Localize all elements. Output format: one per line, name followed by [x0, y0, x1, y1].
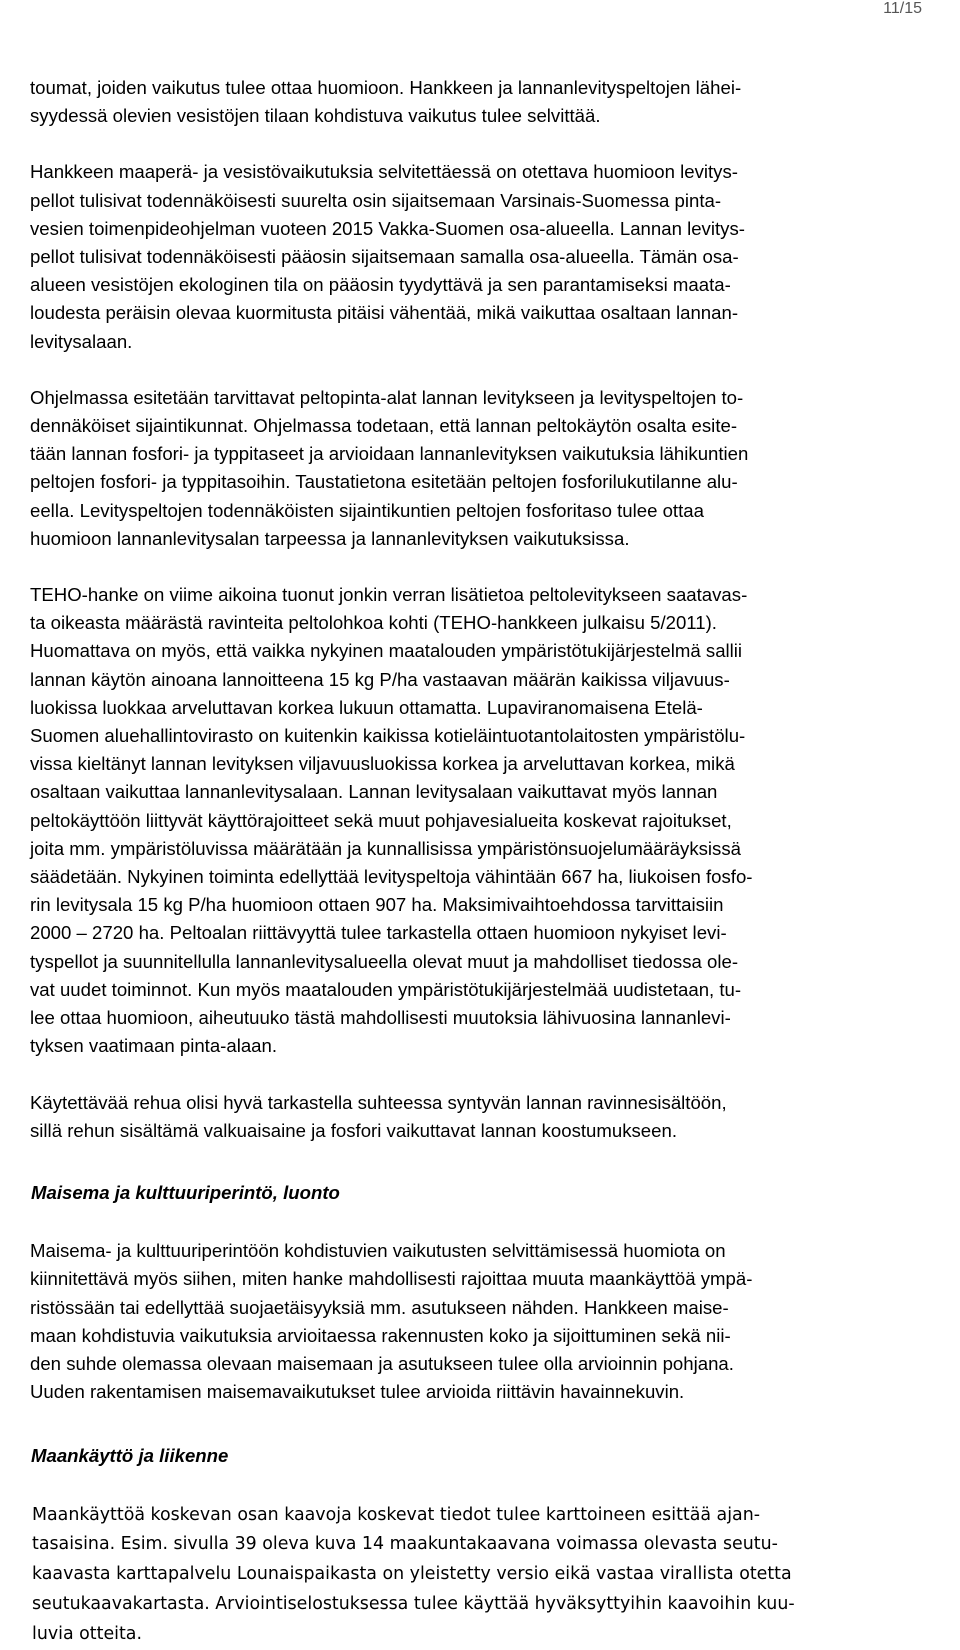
text-line: vat uudet toiminnot. Kun myös maatalouden ympäristötukijärjestelmää uudistetaan, tu-: [30, 978, 742, 1000]
text-line: tyspellot ja suunnitellulla lannanlevitysalueella olevat muut ja mahdolliset tiedossa ole-: [30, 950, 739, 972]
text-line: Suomen aluehallintovirasto on kuitenkin kaikissa kotieläintuotantolaitosten ympäristölu-: [30, 725, 746, 747]
text-line: syydessä olevien vesistöjen tilaan kohdistuva vaikutus tulee selvittää.: [30, 105, 601, 127]
document-body: [30, 74, 935, 1650]
page-number: 11/15: [883, 0, 922, 17]
text-line: Uuden rakentamisen maisemavaikutukset tulee arvioida riittävin havainnekuvin.: [30, 1381, 685, 1403]
text-line: TEHO-hanke on viime aikoina tuonut jonkin verran lisätietoa peltolevitykseen saatavas-: [30, 584, 748, 606]
text-line: pellot tulisivat todennäköisesti pääosin sijaitsemaan samalla osa-alueella. Tämän osa-: [30, 246, 739, 268]
text-line: seutukaavakartasta. Arviointiselostuksessa tulee käyttää hyväksyttyihin kaavoihin kuu-: [32, 1593, 795, 1614]
text-line: tään lannan fosfori- ja typpitaseet ja arvioidaan lannanlevityksen vaikutuksia lähikuntien: [30, 443, 749, 465]
paragraph-land-use: [30, 1501, 935, 1650]
text-line: den suhde olemassa olevaan maisemaan ja asutukseen tulee olla arvioinnin pohjana.: [30, 1352, 734, 1374]
text-line: kaavasta karttapalvelu Lounaispaikasta on yleistetty versio eikä vastaa virallista otetta: [32, 1564, 792, 1585]
paragraph-program-areas: [30, 384, 935, 553]
text-line: peltojen fosfori- ja typpitasoihin. Taustatietona esitetään peltojen fosforilukutilanne alu-: [30, 471, 738, 493]
text-line: ristössään tai edellyttää suojaetäisyyksiä mm. asutukseen nähden. Hankkeen maise-: [30, 1296, 729, 1318]
text-line: luvia otteita.: [32, 1623, 142, 1644]
text-line: huomioon lannanlevitysalan tarpeessa ja lannanlevityksen vaikutuksissa.: [30, 527, 630, 549]
text-line: levitysalaan.: [30, 330, 133, 352]
text-line: peltokäyttöön liittyvät käyttörajoitteet sekä muut pohjavesialueita koskevat rajoitukset,: [30, 809, 732, 831]
text-line: loudesta peräisin olevaa kuormitusta pitäisi vähentää, mikä vaikuttaa osaltaan lannan-: [30, 302, 739, 324]
text-line: vesien toimenpideohjelman vuoteen 2015 Vakka-Suomen osa-alueella. Lannan levitys-: [30, 217, 745, 239]
paragraph-soil-water-impacts: [30, 158, 935, 355]
section-heading-landscape: Maisema ja kulttuuriperintö, luonto: [31, 1181, 340, 1203]
paragraph-landscape: [30, 1237, 935, 1406]
paragraph-feed: [30, 1089, 935, 1145]
text-line: joita mm. ympäristöluvissa määrätään ja kunnallisissa ympäristönsuojelumääräyksissä: [30, 837, 741, 859]
text-line: pellot tulisivat todennäköisesti suurelta osin sijaitsemaan Varsinais-Suomessa pinta-: [30, 189, 722, 211]
text-line: Hankkeen maaperä- ja vesistövaikutuksia selvitettäessä on otettava huomioon levitys-: [30, 161, 738, 183]
text-line: maan kohdistuvia vaikutuksia arvioitaessa rakennusten koko ja sijoittuminen sekä nii-: [30, 1324, 731, 1346]
text-line: lee ottaa huomioon, aiheutuuko tästä mahdollisesti muutoksia lähivuosina lannanlevi-: [30, 1007, 731, 1029]
text-line: Ohjelmassa esitetään tarvittavat peltopinta-alat lannan levitykseen ja levityspeltojen to-: [30, 386, 744, 408]
text-line: vissa kieltänyt lannan levityksen viljavuusluokissa korkea ja arveluttavan korkea, mikä: [30, 753, 735, 775]
text-line: toumat, joiden vaikutus tulee ottaa huomioon. Hankkeen ja lannanlevityspeltojen lähei-: [30, 77, 742, 98]
text-line: Maisema- ja kulttuuriperintöön kohdistuvien vaikutusten selvittämisessä huomiota on: [30, 1240, 726, 1262]
text-line: osaltaan vaikuttaa lannanlevitysalaan. Lannan levitysalaan vaikuttavat myös lannan: [30, 781, 718, 803]
text-line: Maankäyttöä koskevan osan kaavoja koskevat tiedot tulee karttoineen esittää ajan-: [32, 1504, 760, 1525]
section-heading-land-use: Maankäyttö ja liikenne: [31, 1445, 229, 1467]
text-line: tasaisina. Esim. sivulla 39 oleva kuva 14 maakuntakaavana voimassa olevasta seutu-: [32, 1534, 778, 1555]
paragraph-continuation: [30, 74, 935, 130]
text-line: säädetään. Nykyinen toiminta edellyttää levityspeltoja vähintään 667 ha, liukoisen fosfo-: [30, 866, 753, 888]
text-line: kiinnitettävä myös siihen, miten hanke mahdollisesti rajoittaa muuta maankäyttöä ympä-: [30, 1268, 753, 1290]
text-line: lannan käytön ainoana lannoitteena 15 kg P/ha vastaavan määrän kaikissa viljavuus-: [30, 668, 730, 690]
text-line: dennäköiset sijaintikunnat. Ohjelmassa todetaan, että lannan peltokäytön osalta esite-: [30, 415, 738, 437]
text-line: rin levitysala 15 kg P/ha huomioon ottaen 907 ha. Maksimivaihtoehdossa tarvittaisiin: [30, 894, 724, 916]
text-line: Käytettävää rehua olisi hyvä tarkastella suhteessa syntyvän lannan ravinnesisältöön,: [30, 1091, 727, 1113]
text-line: eella. Levityspeltojen todennäköisten sijaintikuntien peltojen fosforitaso tulee ottaa: [30, 499, 704, 521]
text-line: Huomattava on myös, että vaikka nykyinen maatalouden ympäristötukijärjestelmä sallii: [30, 640, 743, 662]
text-line: 2000 – 2720 ha. Peltoalan riittävyyttä tulee tarkastella ottaen huomioon nykyiset levi-: [30, 922, 727, 944]
paragraph-teho-project: [30, 581, 935, 1060]
text-line: tyksen vaatimaan pinta-alaan.: [30, 1035, 278, 1057]
text-line: sillä rehun sisältämä valkuaisaine ja fosfori vaikuttavat lannan koostumukseen.: [30, 1119, 677, 1141]
text-line: luokissa luokkaa arveluttavan korkea lukuun ottamatta. Lupaviranomaisena Etelä-: [30, 696, 703, 718]
text-line: alueen vesistöjen ekologinen tila on pääosin tyydyttävä ja sen parantamiseksi maata-: [30, 274, 731, 296]
text-line: ta oikeasta määrästä ravinteita peltolohkoa kohti (TEHO-hankkeen julkaisu 5/2011).: [30, 612, 717, 634]
